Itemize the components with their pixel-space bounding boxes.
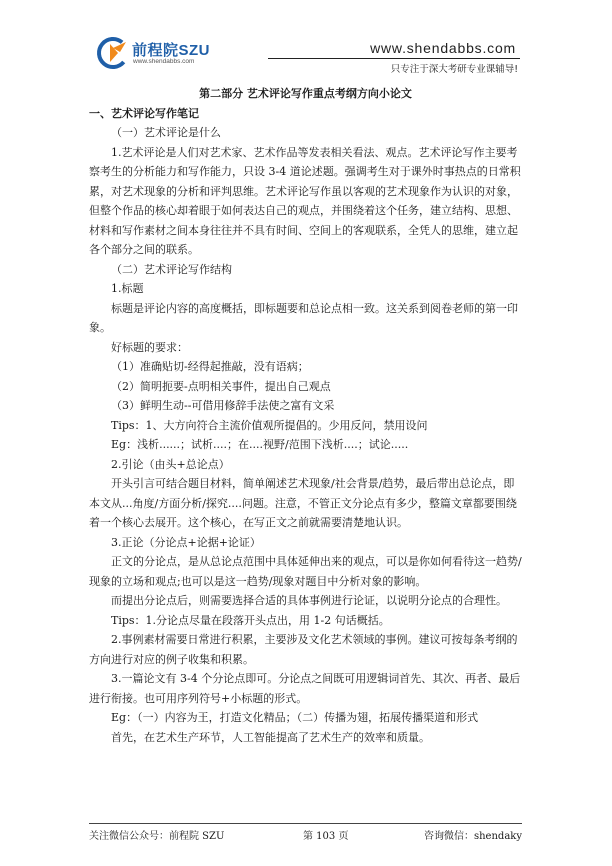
document-title: 第二部分 艺术评论写作重点考纲方向小论文: [199, 87, 412, 100]
tips-line: Tips：1.分论点尽量在段落开头点出，用 1-2 句话概括。: [111, 613, 390, 627]
brand-logo[interactable]: [96, 36, 236, 76]
paragraph: 而提出分论点后，则需要选择合适的具体事例进行论证，以说明分论点的合理性。: [111, 594, 507, 607]
page-footer: [89, 823, 522, 841]
header-slogan: 只专注于深大考研专业课辅导!: [390, 64, 518, 75]
header-divider: [268, 58, 520, 59]
document-body: [89, 84, 522, 747]
footer-contact: 咨询微信：shendaky: [423, 831, 522, 842]
example-line: Eg：（一）内容为王，打造文化精品；（二）传播为翅，拓展传播渠道和形式: [111, 711, 479, 724]
paragraph: 首先，在艺术生产环节，人工智能提高了艺术生产的效率和质量。: [111, 730, 430, 744]
tips-line: 3.一篇论文有 3-4 个分论点即可。分论点之间既可用逻辑词首先、其次、再者、最后进行衔接。也可用序列符号+小标题的形式。: [89, 672, 521, 705]
site-url-link[interactable]: www.shendabbs.com: [370, 40, 516, 56]
section-heading: 一、艺术评论写作笔记: [89, 106, 199, 120]
list-item: （2）简明扼要-点明相关事件，提出自己观点: [111, 379, 331, 393]
paragraph: 1.艺术评论是人们对艺术家、艺术作品等发表相关看法、观点。艺术评论写作主要考察考生的分析能力和写作能力，只设 3-4 道论述题。强调考生对于课外时事热点的日常积累，对艺术现象的分析和评判思维。艺术评论写作虽以客观的艺术现象作为认识的对象，但整个作品的核心却着眼于如何表达自己的观点，并围绕着这个任务，建立结构、思想、材料和写作素材之间本身往往并不具有时间、空间上的客观联系，全凭人的思维，建立起各个部分之间的联系。: [89, 145, 521, 256]
paragraph: 正文的分论点，是从总论点范围中具体延伸出来的观点，可以是你如何看待这一趋势/现象的立场和观点;也可以是这一趋势/现象对题目中分析对象的影响。: [89, 555, 522, 588]
logo-mark-icon: [96, 36, 130, 70]
footer-wechat-account: 关注微信公众号：前程院 SZU: [89, 831, 225, 842]
logo-name: 前程院SZU: [132, 42, 211, 59]
subsection-heading: （二）艺术评论写作结构: [111, 262, 232, 276]
example-line: Eg：浅析......；试析....；在....视野/范围下浅析....；试论.....: [111, 438, 409, 451]
paragraph: 好标题的要求：: [111, 340, 188, 354]
subsection-heading: （一）艺术评论是什么: [111, 126, 221, 139]
tips-line: Tips：1、大方向符合主流价值观所提倡的。少用反问，禁用设问: [111, 418, 428, 432]
tips-line: 2.事例素材需要日常进行积累，主要涉及文化艺术领域的事例。建议可按每条考纲的方向进行对应的例子收集和积累。: [89, 633, 518, 666]
item-heading: 1.标题: [111, 282, 144, 295]
logo-url: www.shendabbs.com: [133, 58, 195, 65]
page-header: [0, 0, 612, 82]
item-heading: 2.引论（由头+总论点）: [111, 457, 230, 471]
list-item: （3）鲜明生动--可借用修辞手法使之富有文采: [111, 399, 335, 412]
item-heading: 3.正论（分论点+论据+论证）: [111, 535, 261, 549]
list-item: （1）准确贴切-经得起推敲，没有语病；: [111, 360, 309, 373]
page-number: 第 103 页: [303, 831, 349, 842]
paragraph: 开头引言可结合题目材料，简单阐述艺术现象/社会背景/趋势，最后带出总论点，即本文从...角度/方面分析/探究....问题。注意，不管正文分论点有多少，整篇文章都要围绕着一个核心去展开。这个核心，在写正文之前就需要清楚地认识。: [89, 477, 517, 529]
paragraph: 标题是评论内容的高度概括，即标题要和总论点相一致。这关系到阅卷老师的第一印象。: [89, 301, 518, 334]
